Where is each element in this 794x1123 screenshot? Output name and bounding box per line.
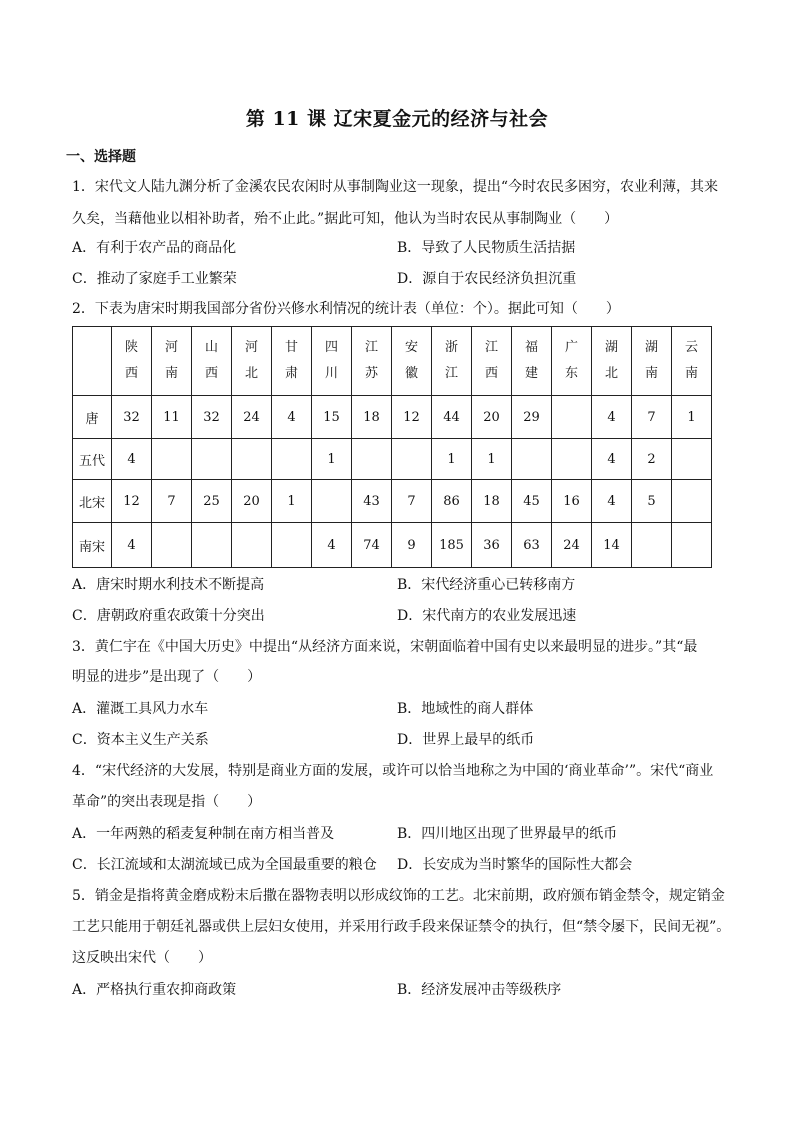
table-cell: 7 (632, 396, 672, 439)
header-char-1: 云 (684, 340, 698, 355)
header-char-1: 河 (164, 340, 178, 355)
table-cell (552, 439, 592, 480)
table-cell: 16 (552, 480, 592, 523)
header-char-1: 福 (524, 340, 538, 355)
header-char-2: 西 (484, 366, 498, 381)
q5-stem-line3: 这反映出宋代（ ） (72, 950, 212, 966)
header-char-1: 四 (324, 340, 338, 355)
q4-option-a: A．一年两熟的稻麦复种制在南方相当普及 (72, 826, 335, 842)
header-char-1: 江 (364, 340, 378, 355)
table-cell: 45 (512, 480, 552, 523)
table-cell: 4 (312, 523, 352, 568)
header-char-1: 山 (204, 340, 218, 355)
header-cell (192, 327, 232, 396)
q3-option-d: D．世界上最早的纸币 (397, 732, 535, 748)
table-cell: 32 (112, 396, 152, 439)
header-char-1: 广 (564, 340, 578, 355)
table-cell: 24 (552, 523, 592, 568)
header-cell (312, 327, 352, 396)
q4-option-c: C．长江流域和太湖流域已成为全国最重要的粮仓 (72, 857, 377, 873)
header-char-2: 北 (604, 366, 618, 381)
q3-stem-line1: 3．黄仁宇在《中国大历史》中提出“从经济方面来说，宋朝面临着中国有史以来最明显的进步。”其“最 (72, 639, 698, 655)
q4-option-d: D．长安成为当时繁华的国际性大都会 (397, 857, 633, 873)
header-cell (272, 327, 312, 396)
header-char-2: 江 (444, 366, 458, 381)
q1-stem-line1: 1．宋代文人陆九渊分析了金溪农民农闲时从事制陶业这一现象，提出“今时农民多困穷，农业利薄，其来 (72, 179, 719, 195)
table-cell: 11 (152, 396, 192, 439)
row-label: 南宋 (73, 523, 112, 568)
header-char-2: 南 (684, 366, 698, 381)
header-cell (472, 327, 512, 396)
table-cell (672, 480, 712, 523)
q2-option-b: B．宋代经济重心已转移南方 (397, 577, 576, 593)
header-char-2: 南 (164, 366, 178, 381)
header-cell (232, 327, 272, 396)
table-cell: 1 (672, 396, 712, 439)
table-cell: 4 (592, 480, 632, 523)
table-row (73, 396, 712, 439)
header-char-2: 西 (124, 366, 138, 381)
table-cell (632, 523, 672, 568)
header-char-2: 南 (644, 366, 658, 381)
section-heading: 一、选择题 (66, 149, 136, 165)
table-cell (192, 523, 232, 568)
table-cell: 15 (312, 396, 352, 439)
q4-option-b: B．四川地区出现了世界最早的纸币 (397, 826, 618, 842)
table-cell (672, 439, 712, 480)
table-cell: 7 (152, 480, 192, 523)
table-cell (392, 439, 432, 480)
row-label: 五代 (73, 439, 112, 480)
header-cell (392, 327, 432, 396)
table-cell: 4 (592, 396, 632, 439)
q5-option-a: A．严格执行重农抑商政策 (72, 982, 237, 998)
header-cell (512, 327, 552, 396)
q5-stem-line1: 5．销金是指将黄金磨成粉末后撒在器物表明以形成纹饰的工艺。北宋前期，政府颁布销金禁令，规定销金 (72, 888, 725, 904)
header-char-1: 江 (484, 340, 498, 355)
table-cell: 74 (352, 523, 392, 568)
q1-option-c: C．推动了家庭手工业繁荣 (72, 271, 237, 287)
header-char-1: 安 (404, 340, 418, 355)
q3-option-c: C．资本主义生产关系 (72, 732, 209, 748)
page-title: 第 11 课 辽宋夏金元的经济与社会 (245, 108, 549, 130)
q2-option-d: D．宋代南方的农业发展迅速 (397, 608, 577, 624)
table-cell (672, 523, 712, 568)
table-cell (552, 396, 592, 439)
table-row (73, 439, 712, 480)
table-row (73, 523, 712, 568)
table-cell (272, 523, 312, 568)
irrigation-table (72, 326, 712, 568)
table-cell (312, 480, 352, 523)
table-cell (272, 439, 312, 480)
q3-option-a: A．灌溉工具风力水车 (72, 701, 209, 717)
table-cell: 43 (352, 480, 392, 523)
table-cell: 44 (432, 396, 472, 439)
header-char-2: 建 (524, 366, 538, 381)
table-cell: 1 (272, 480, 312, 523)
table-cell: 29 (512, 396, 552, 439)
table-cell: 4 (112, 439, 152, 480)
table-cell: 2 (632, 439, 672, 480)
q1-stem-line2: 久矣，当藉他业以相补助者，殆不止此。”据此可知，他认为当时农民从事制陶业（ ） (72, 211, 619, 227)
q4-stem-line2: 革命”的突出表现是指（ ） (72, 794, 262, 810)
header-char-2: 徽 (404, 366, 418, 381)
q3-stem-line2: 明显的进步”是出现了（ ） (72, 669, 262, 685)
q2-option-a: A．唐宋时期水利技术不断提高 (72, 577, 265, 593)
table-cell: 20 (472, 396, 512, 439)
row-label: 北宋 (73, 480, 112, 523)
q1-option-b: B．导致了人民物质生活拮据 (397, 240, 576, 256)
header-char-2: 东 (564, 366, 578, 381)
header-char-2: 北 (244, 366, 258, 381)
table-header-row (73, 327, 712, 396)
table-cell: 12 (392, 396, 432, 439)
table-cell: 4 (112, 523, 152, 568)
table-cell (232, 439, 272, 480)
table-cell: 20 (232, 480, 272, 523)
header-cell (152, 327, 192, 396)
table-cell: 18 (352, 396, 392, 439)
header-cell (432, 327, 472, 396)
header-char-2: 肃 (284, 366, 298, 381)
table-cell: 12 (112, 480, 152, 523)
table-corner-cell (73, 327, 112, 396)
header-char-2: 川 (324, 366, 338, 381)
table-cell: 9 (392, 523, 432, 568)
header-cell (632, 327, 672, 396)
header-char-1: 湖 (644, 340, 658, 355)
table-cell: 18 (472, 480, 512, 523)
table-cell (152, 439, 192, 480)
row-label: 唐 (73, 396, 112, 439)
table-cell: 25 (192, 480, 232, 523)
q4-stem-line1: 4．“宋代经济的大发展，特别是商业方面的发展，或许可以恰当地称之为中国的‘商业革命’”。宋代“商业 (72, 763, 714, 779)
header-char-1: 湖 (604, 340, 618, 355)
q5-stem-line2: 工艺只能用于朝廷礼器或供上层妇女使用，并采用行政手段来保证禁令的执行，但“禁令屡下，民间无视”。 (72, 919, 731, 935)
table-cell: 185 (432, 523, 472, 568)
q1-option-d: D．源自于农民经济负担沉重 (397, 271, 577, 287)
table-cell (192, 439, 232, 480)
q2-stem-line1: 2．下表为唐宋时期我国部分省份兴修水利情况的统计表（单位：个）。据此可知（ ） (72, 301, 620, 317)
header-char-2: 西 (204, 366, 218, 381)
header-cell (112, 327, 152, 396)
q5-option-b: B．经济发展冲击等级秩序 (397, 982, 562, 998)
table-cell: 24 (232, 396, 272, 439)
table-cell (352, 439, 392, 480)
table-cell: 4 (592, 439, 632, 480)
table-cell: 14 (592, 523, 632, 568)
header-cell (672, 327, 712, 396)
header-char-1: 河 (244, 340, 258, 355)
table-cell: 1 (432, 439, 472, 480)
q3-option-b: B．地域性的商人群体 (397, 701, 534, 717)
table-cell: 63 (512, 523, 552, 568)
table-cell: 86 (432, 480, 472, 523)
table-row (73, 480, 712, 523)
header-char-2: 苏 (364, 366, 378, 381)
table-cell (152, 523, 192, 568)
table-cell: 1 (312, 439, 352, 480)
header-char-1: 陕 (124, 340, 138, 355)
table-cell: 5 (632, 480, 672, 523)
q1-option-a: A．有利于农产品的商品化 (72, 240, 237, 256)
table-cell (512, 439, 552, 480)
header-cell (552, 327, 592, 396)
header-char-1: 甘 (284, 340, 298, 355)
header-cell (352, 327, 392, 396)
table-cell: 7 (392, 480, 432, 523)
header-cell (592, 327, 632, 396)
table-cell: 1 (472, 439, 512, 480)
q2-option-c: C．唐朝政府重农政策十分突出 (72, 608, 265, 624)
table-cell (232, 523, 272, 568)
header-char-1: 浙 (444, 340, 458, 355)
table-cell: 36 (472, 523, 512, 568)
table-cell: 32 (192, 396, 232, 439)
table-cell: 4 (272, 396, 312, 439)
